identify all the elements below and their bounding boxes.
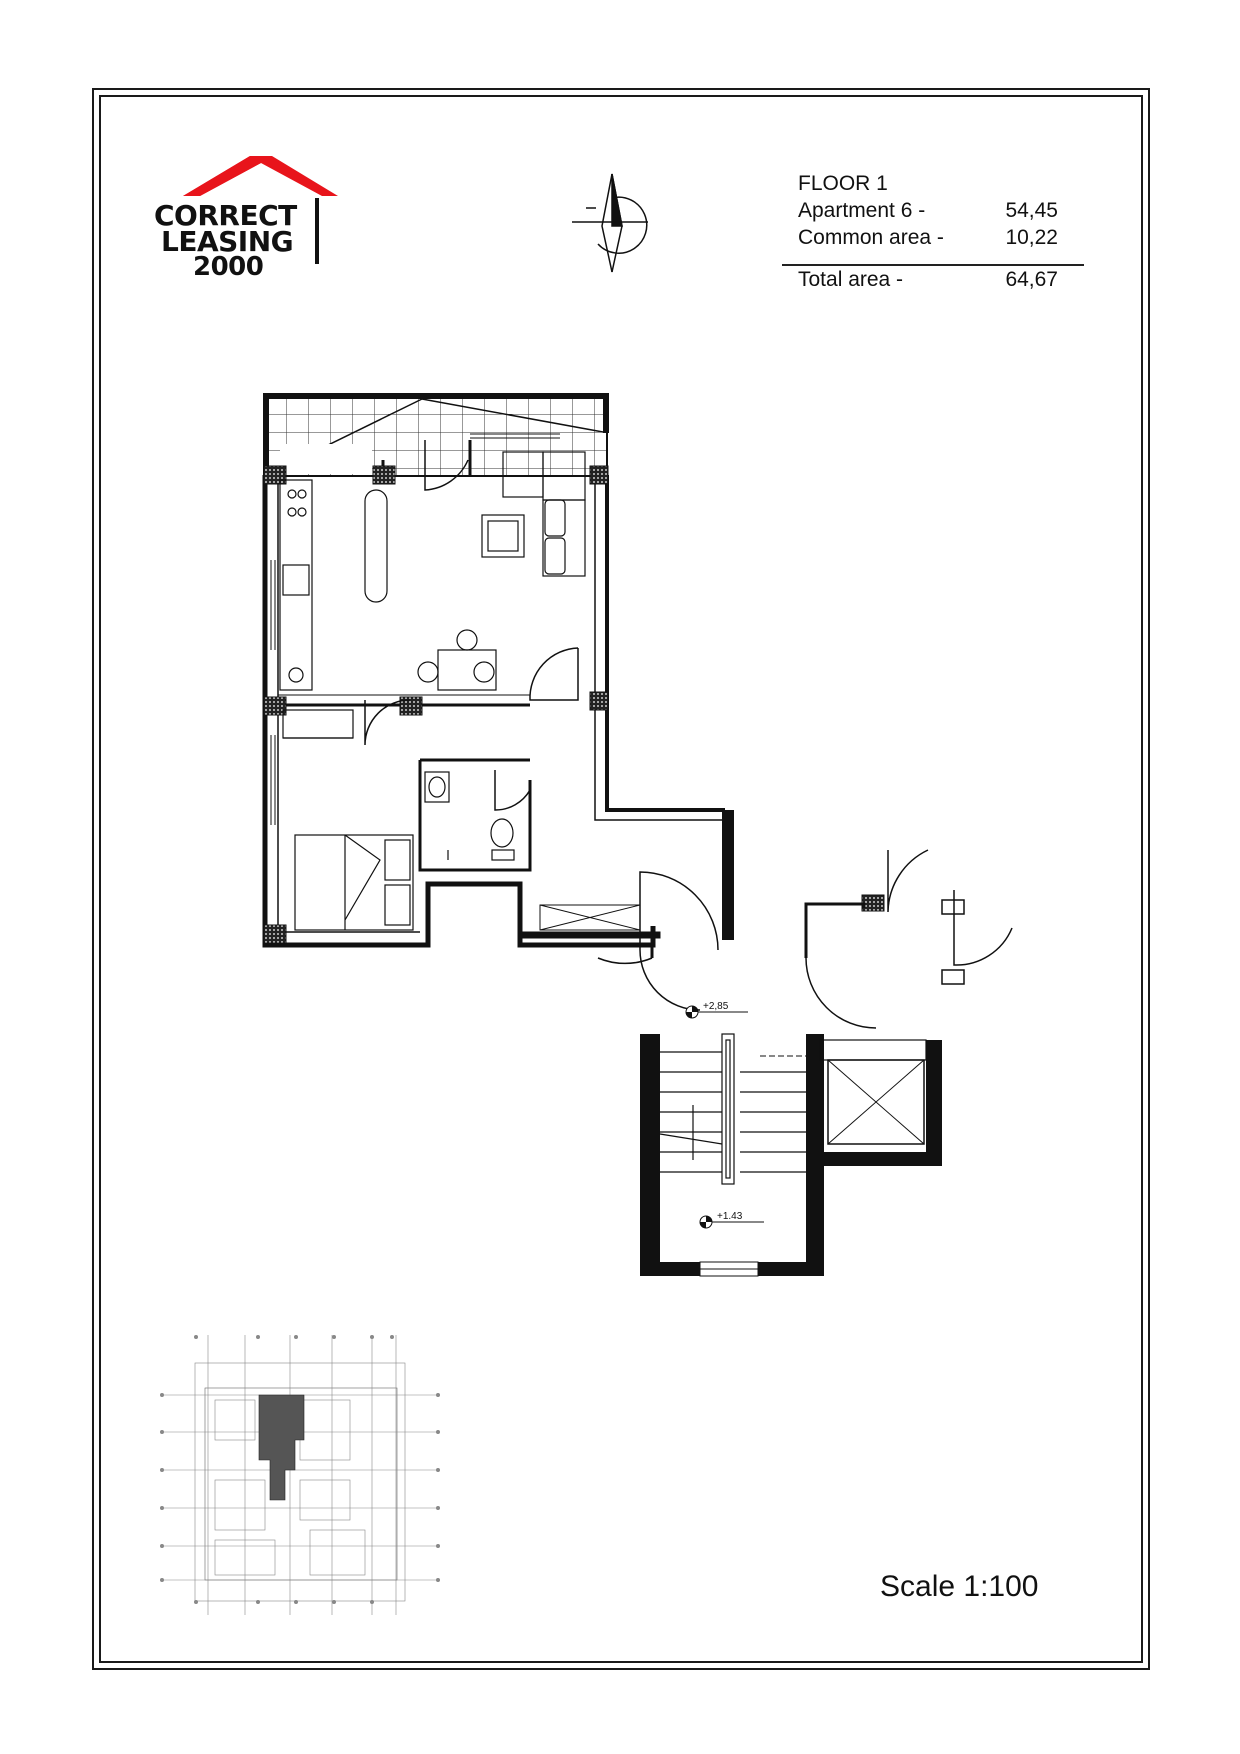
scale-label: Scale 1:100 [880, 1570, 1039, 1603]
logo-line3: 2000 [193, 252, 264, 282]
apartment-label: Apartment 6 - [798, 199, 926, 222]
level-label-lower: +1.43 [717, 1211, 743, 1222]
total-area-label: Total area - [798, 268, 904, 291]
logo-line2: LEASING [161, 225, 294, 258]
floor-title: FLOOR 1 [798, 172, 888, 195]
logo-line1: CORRECT [154, 199, 297, 232]
apartment-value: 54,45 [1005, 199, 1058, 222]
key-plan-highlight [259, 1395, 304, 1500]
level-label-upper: +2,85 [703, 1001, 729, 1012]
total-area-value: 64,67 [1005, 268, 1058, 291]
common-area-label: Common area - [798, 226, 944, 249]
common-area-value: 10,22 [1005, 226, 1058, 249]
